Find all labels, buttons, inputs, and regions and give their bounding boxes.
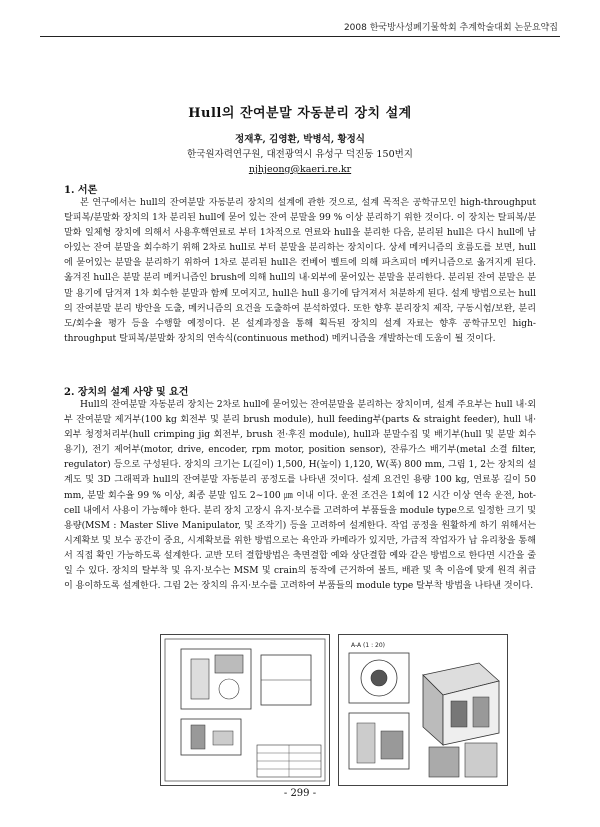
figure-row (160, 634, 510, 784)
running-head: 2008 한국방사성폐기물학회 추계학술대회 논문요약집 (343, 23, 558, 33)
section-heading-intro: 1. 서론 (64, 185, 98, 196)
section-paragraph-spec: Hull의 잔여분말 자동분리 장치는 2차로 hull에 묻어있는 잔여분말을 분리하는 장치이며, 설계 주요부는 hull 내·외부 잔여분말 제거부(100 kg 회전부 및 분리 brush module), hull feeding부(parts & straight feeder), hull 내·외부 청정처리부(hull crimping jig 회전부, brush 전·후진 module), hull과 분말수집 및 배기부(hull 및 분말 회수 용기), 전기 제어부(motor, drive, encoder, rpm motor, position sensor), 잔류가스 배기부(metal 소결 filter, regulator) 등으로 구성된다. 장치의 크기는 L(길이) 1,500, H(높이) 1,120, W(폭) 800 mm, 그림 1, 2는 장치의 설계도 및 3D 그래픽과 hull의 잔여분말 자동분리 공정도를 나타낸 것이다. 설계 요건인 용량 100 kg, 연료봉 길이 50 mm, 분말 회수율 99 % 이상, 최종 분말 입도 2∼100 ㎛ 이내 이다. 운전 조건은 1회에 12 시간 이상 연속 운전, hot-cell 내에서 사용이 가능해야 한다. 분리 장치 고장시 유지·보수를 고려하여 부품들을 module type으로 일정한 크기 및 용량(MSM : Master Slive Manipulator, 및 조작기) 등을 고려하여 설계한다. 작업 공정을 원활하게 하기 위해서는 시계확보 및 보수 공간이 중요, 시계확보를 위한 방법으로는 육안과 카메라가 있지만, 가급적 작업자가 납 유리창을 통해서 직접 확인 가능하도록 설계한다. 교반 모터 결합방법은 축면결합 예와 상단결합 예와 같은 방법으로 한다면 시간을 줄일 수 있다. 장치의 탈부착 및 유지·보수는 MSM 및 crain의 동작에 근거하여 볼트, 배관 및 축 이음에 맞게 원격 취급이 용이하도록 설계한다. 그림 2는 장치의 유지·보수를 고려하여 부품들의 module type 탈부착 방법을 나타낸 것이다. (64, 400, 536, 592)
header-rule (40, 36, 560, 37)
author-email[interactable]: njhjeong@kaeri.re.kr (248, 164, 352, 175)
author-names: 정재후, 김영환, 박병석, 황정식 (235, 134, 365, 145)
figure-design-drawing (160, 634, 330, 786)
page-number: - 299 - (283, 788, 317, 799)
author-block (0, 132, 600, 177)
section-view-label: A-A (1 : 20) (351, 642, 385, 649)
section-paragraph-intro: 본 연구에서는 hull의 잔여분말 자동분리 장치의 설계에 관한 것으로, 설계 목적은 공학규모인 high-throughput 탈피복/분말화 장치의 1차 분리된 hull에 묻어 있는 잔여 분말을 99 % 이상 분리하기 위한 것이다. 이 장치는 탈피복/분말화 일체형 장치에 의해서 사용후핵연료로 부터 1차적으로 연료와 hull을 분리한 다음, 분리된 hull은 다시 hull에 남아있는 잔여 분말을 회수하기 위해 2차로 hull로 부터 분말을 분리하는 장치이다. 상세 메커니즘의 흐름도를 보면, hull에 묻어있는 분말을 분리하기 위하여 1차로 분리된 hull은 컨베어 벨트에 의해 파츠피더 메커니즘으로 옮겨지게 된다. 옮겨진 hull은 분말 분리 메커니즘인 brush에 의해 hull의 내·외부에 묻어있는 분말을 분리한다. 분리된 잔여 분말은 분말 용기에 담겨져 1차 회수한 분말과 함께 모여지고, hull은 hull 용기에 담겨져서 처분하게 된다. 설계 방법으로는 hull의 잔여분말 분리 방안을 도출, 메커니즘의 요건을 도출하여 분석하였다. 또한 향후 분리장치 제작, 구동시험/보완, 분리도/회수율 평가 등을 수행할 예정이다. 본 설계과정을 통해 획득된 장치의 설계 자료는 향후 공학규모인 high-throughput 탈피복/분말화 장치의 연속식(continuous method) 메커니즘을 개발하는데 도움이 될 것이다. (64, 198, 536, 344)
author-affiliation: 한국원자력연구원, 대전광역시 유성구 덕진동 150번지 (187, 149, 413, 160)
figure-3d-graphic (338, 634, 508, 786)
design-drawing-graphic (161, 635, 329, 785)
paper-title: Hull의 잔여분말 자동분리 장치 설계 (188, 106, 412, 121)
3d-graphic-drawing (339, 635, 507, 785)
section-heading-spec: 2. 장치의 설계 사양 및 요건 (64, 387, 189, 398)
